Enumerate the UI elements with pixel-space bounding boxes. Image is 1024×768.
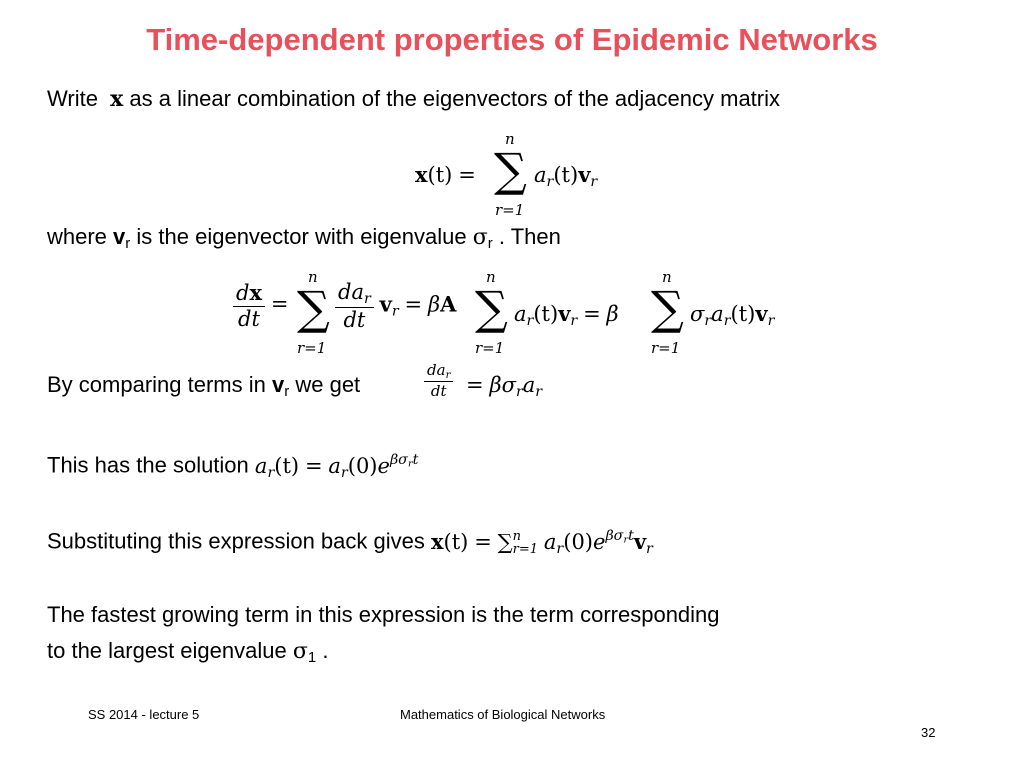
eq3-a-sub: r [445, 369, 451, 381]
comparing-v: v [271, 372, 285, 397]
sub-exp-r: r [623, 534, 629, 546]
eq3-a: a [436, 361, 446, 379]
we-get-text: we get [295, 372, 361, 397]
sub-exp-bs: βσ [605, 528, 624, 544]
eq3-sigma-sub: r [515, 383, 523, 400]
eq3-rhs [466, 373, 542, 400]
eq3-a2: a [522, 373, 536, 397]
eq1-sum-symbol: ∑ [494, 143, 527, 197]
sub-v-sub: r [646, 540, 653, 557]
eq1-lhs [415, 162, 476, 188]
sol-exp-t: t [412, 452, 419, 468]
text-line-solution [47, 452, 418, 481]
eq1-x: x [415, 162, 428, 187]
eq2-dt2: dt [343, 307, 366, 332]
eq2-v2: v [558, 301, 571, 326]
eq2-mid [335, 280, 456, 332]
text-line-write [47, 86, 780, 112]
sol-a: a [254, 453, 268, 478]
text-line-substituting [47, 528, 653, 557]
eq1-rhs [534, 162, 597, 190]
sigma-sub: r [487, 235, 493, 253]
sub-sum: ∑ [497, 529, 513, 554]
where-word: where [47, 224, 107, 249]
eq2-part3 [514, 301, 619, 329]
vector-x: x [110, 86, 124, 112]
comparing-text: By comparing terms in [47, 372, 266, 397]
eigenvector-text: is the eigenvector with eigenvalue [136, 224, 467, 249]
eq2-a3-sub: r [723, 312, 731, 329]
sub-t: (t) [443, 529, 469, 554]
substituting-text: Substituting this expression back gives [47, 528, 425, 554]
page-number: 32 [921, 725, 936, 740]
sub-sum-r1: r=1 [512, 541, 539, 557]
eq2-d2: d [338, 280, 352, 304]
vector-v-sub: r [125, 235, 131, 253]
comparing-v-sub: r [284, 383, 290, 401]
eq1-lower-limit: r=1 [495, 201, 525, 219]
eq1-v-sub: r [590, 173, 598, 190]
eq2-a2-sub: r [526, 312, 534, 329]
text-line-comparing [47, 372, 360, 400]
eq3-dt: dt [430, 381, 447, 400]
eq1-upper-limit: n [505, 130, 515, 148]
eq3-beta: β [489, 373, 502, 397]
then-text: . Then [498, 224, 561, 249]
eq2-sum2-symbol: ∑ [475, 281, 508, 335]
eq2-sigma: σ [690, 302, 705, 326]
sol-t: (t) [274, 453, 300, 478]
eq2-beta2: β [606, 302, 619, 326]
eq2-sum3-lower: r=1 [651, 339, 681, 357]
sol-exp-bs: βσ [389, 452, 408, 468]
sub-sum-limits [513, 530, 538, 556]
sub-a: a [543, 529, 557, 554]
eq2-sigma-sub: r [704, 312, 712, 329]
eq3-sigma: σ [501, 373, 516, 397]
eq2-d: d [236, 281, 250, 305]
eq3-d: d [427, 361, 437, 379]
solution-formula [254, 452, 419, 481]
eq1-v: v [578, 162, 591, 187]
eq2-a2: a [514, 302, 527, 326]
eq2-beta1: β [427, 292, 441, 317]
eq2-t3: (t) [730, 302, 756, 326]
eq2-eq2: = [404, 292, 423, 317]
eq2-v1: v [379, 291, 392, 317]
eq2-dx-dt [233, 280, 288, 331]
sub-v: v [633, 528, 647, 554]
eq2-x: x [249, 280, 262, 305]
solution-text: This has the solution [47, 452, 249, 478]
slide-title: Time-dependent properties of Epidemic Networks [146, 22, 878, 57]
eq2-sum1-upper: n [308, 268, 318, 286]
eq3-a2-sub: r [535, 383, 543, 400]
eq2-sum1-lower: r=1 [297, 339, 327, 357]
eq2-sum2-lower: r=1 [475, 339, 505, 357]
eq2-v3: v [755, 301, 768, 326]
footer-course: Mathematics of Biological Networks [400, 707, 606, 722]
text-line-fastest: The fastest growing term in this expression is the term corresponding [47, 602, 720, 627]
sub-exp-t: t [628, 528, 634, 544]
eq2-frac-dadt [335, 280, 374, 332]
eq2-a-sub: r [363, 290, 371, 307]
vector-v: v [113, 224, 126, 249]
sub-equals: = [474, 529, 492, 554]
eq2-v1-sub: r [391, 303, 399, 320]
sol-zero: (0) [347, 453, 378, 478]
sub-zero: (0) [563, 529, 593, 554]
largest-sigma: σ [292, 639, 308, 664]
sub-exp [605, 528, 633, 544]
eq3-equals: = [466, 373, 484, 397]
eq2-sum3-upper: n [662, 268, 672, 286]
eq1-t2: (t) [553, 163, 579, 187]
eq2-a: a [351, 280, 364, 304]
sub-sum-n: n [512, 528, 522, 544]
eq2-eq3: = [583, 302, 601, 326]
eq1-a-sub: r [546, 173, 554, 190]
linear-combination-text: as a linear combination of the eigenvectors of the adjacency matrix [129, 86, 781, 111]
eq2-a3: a [711, 302, 724, 326]
sol-a2: a [328, 453, 341, 478]
eq2-frac-dxdt [233, 280, 265, 331]
eq1-a: a [534, 163, 547, 187]
sol-a-sub: r [267, 464, 275, 481]
eq1-t: (t) [427, 163, 453, 187]
largest-sigma-sub: 1 [307, 649, 317, 667]
sub-a-sub: r [556, 540, 564, 557]
sol-e: e [377, 453, 390, 478]
sub-e: e [593, 529, 606, 554]
text-line-where [47, 224, 561, 252]
largest-text: to the largest eigenvalue [47, 638, 287, 663]
eq2-eq1: = [270, 292, 289, 317]
largest-period: . [322, 638, 329, 663]
sub-x: x [431, 528, 444, 554]
eq2-part4 [690, 301, 774, 329]
eq2-sum1-symbol: ∑ [297, 281, 330, 335]
sigma-symbol: σ [472, 225, 488, 250]
eq3-frac-dadt [424, 361, 453, 400]
footer-lecture: SS 2014 - lecture 5 [88, 707, 200, 722]
eq2-v2-sub: r [570, 312, 578, 329]
write-word: Write [47, 86, 98, 111]
eq2-sum3-symbol: ∑ [651, 281, 684, 335]
eq2-v3-sub: r [767, 312, 775, 329]
eq2-dt: dt [238, 307, 260, 331]
sol-equals: = [304, 453, 323, 478]
eq1-equals: = [458, 163, 476, 187]
text-line-largest [47, 638, 328, 666]
eq2-t: (t) [533, 302, 559, 326]
eq2-A: A [440, 291, 457, 317]
substituting-formula [431, 528, 653, 557]
eq3-frac [424, 361, 453, 400]
sol-exp-r: r [407, 458, 413, 470]
eq2-sum2-upper: n [486, 268, 496, 286]
sol-exp [390, 452, 418, 468]
sol-a2-sub: r [340, 464, 348, 481]
